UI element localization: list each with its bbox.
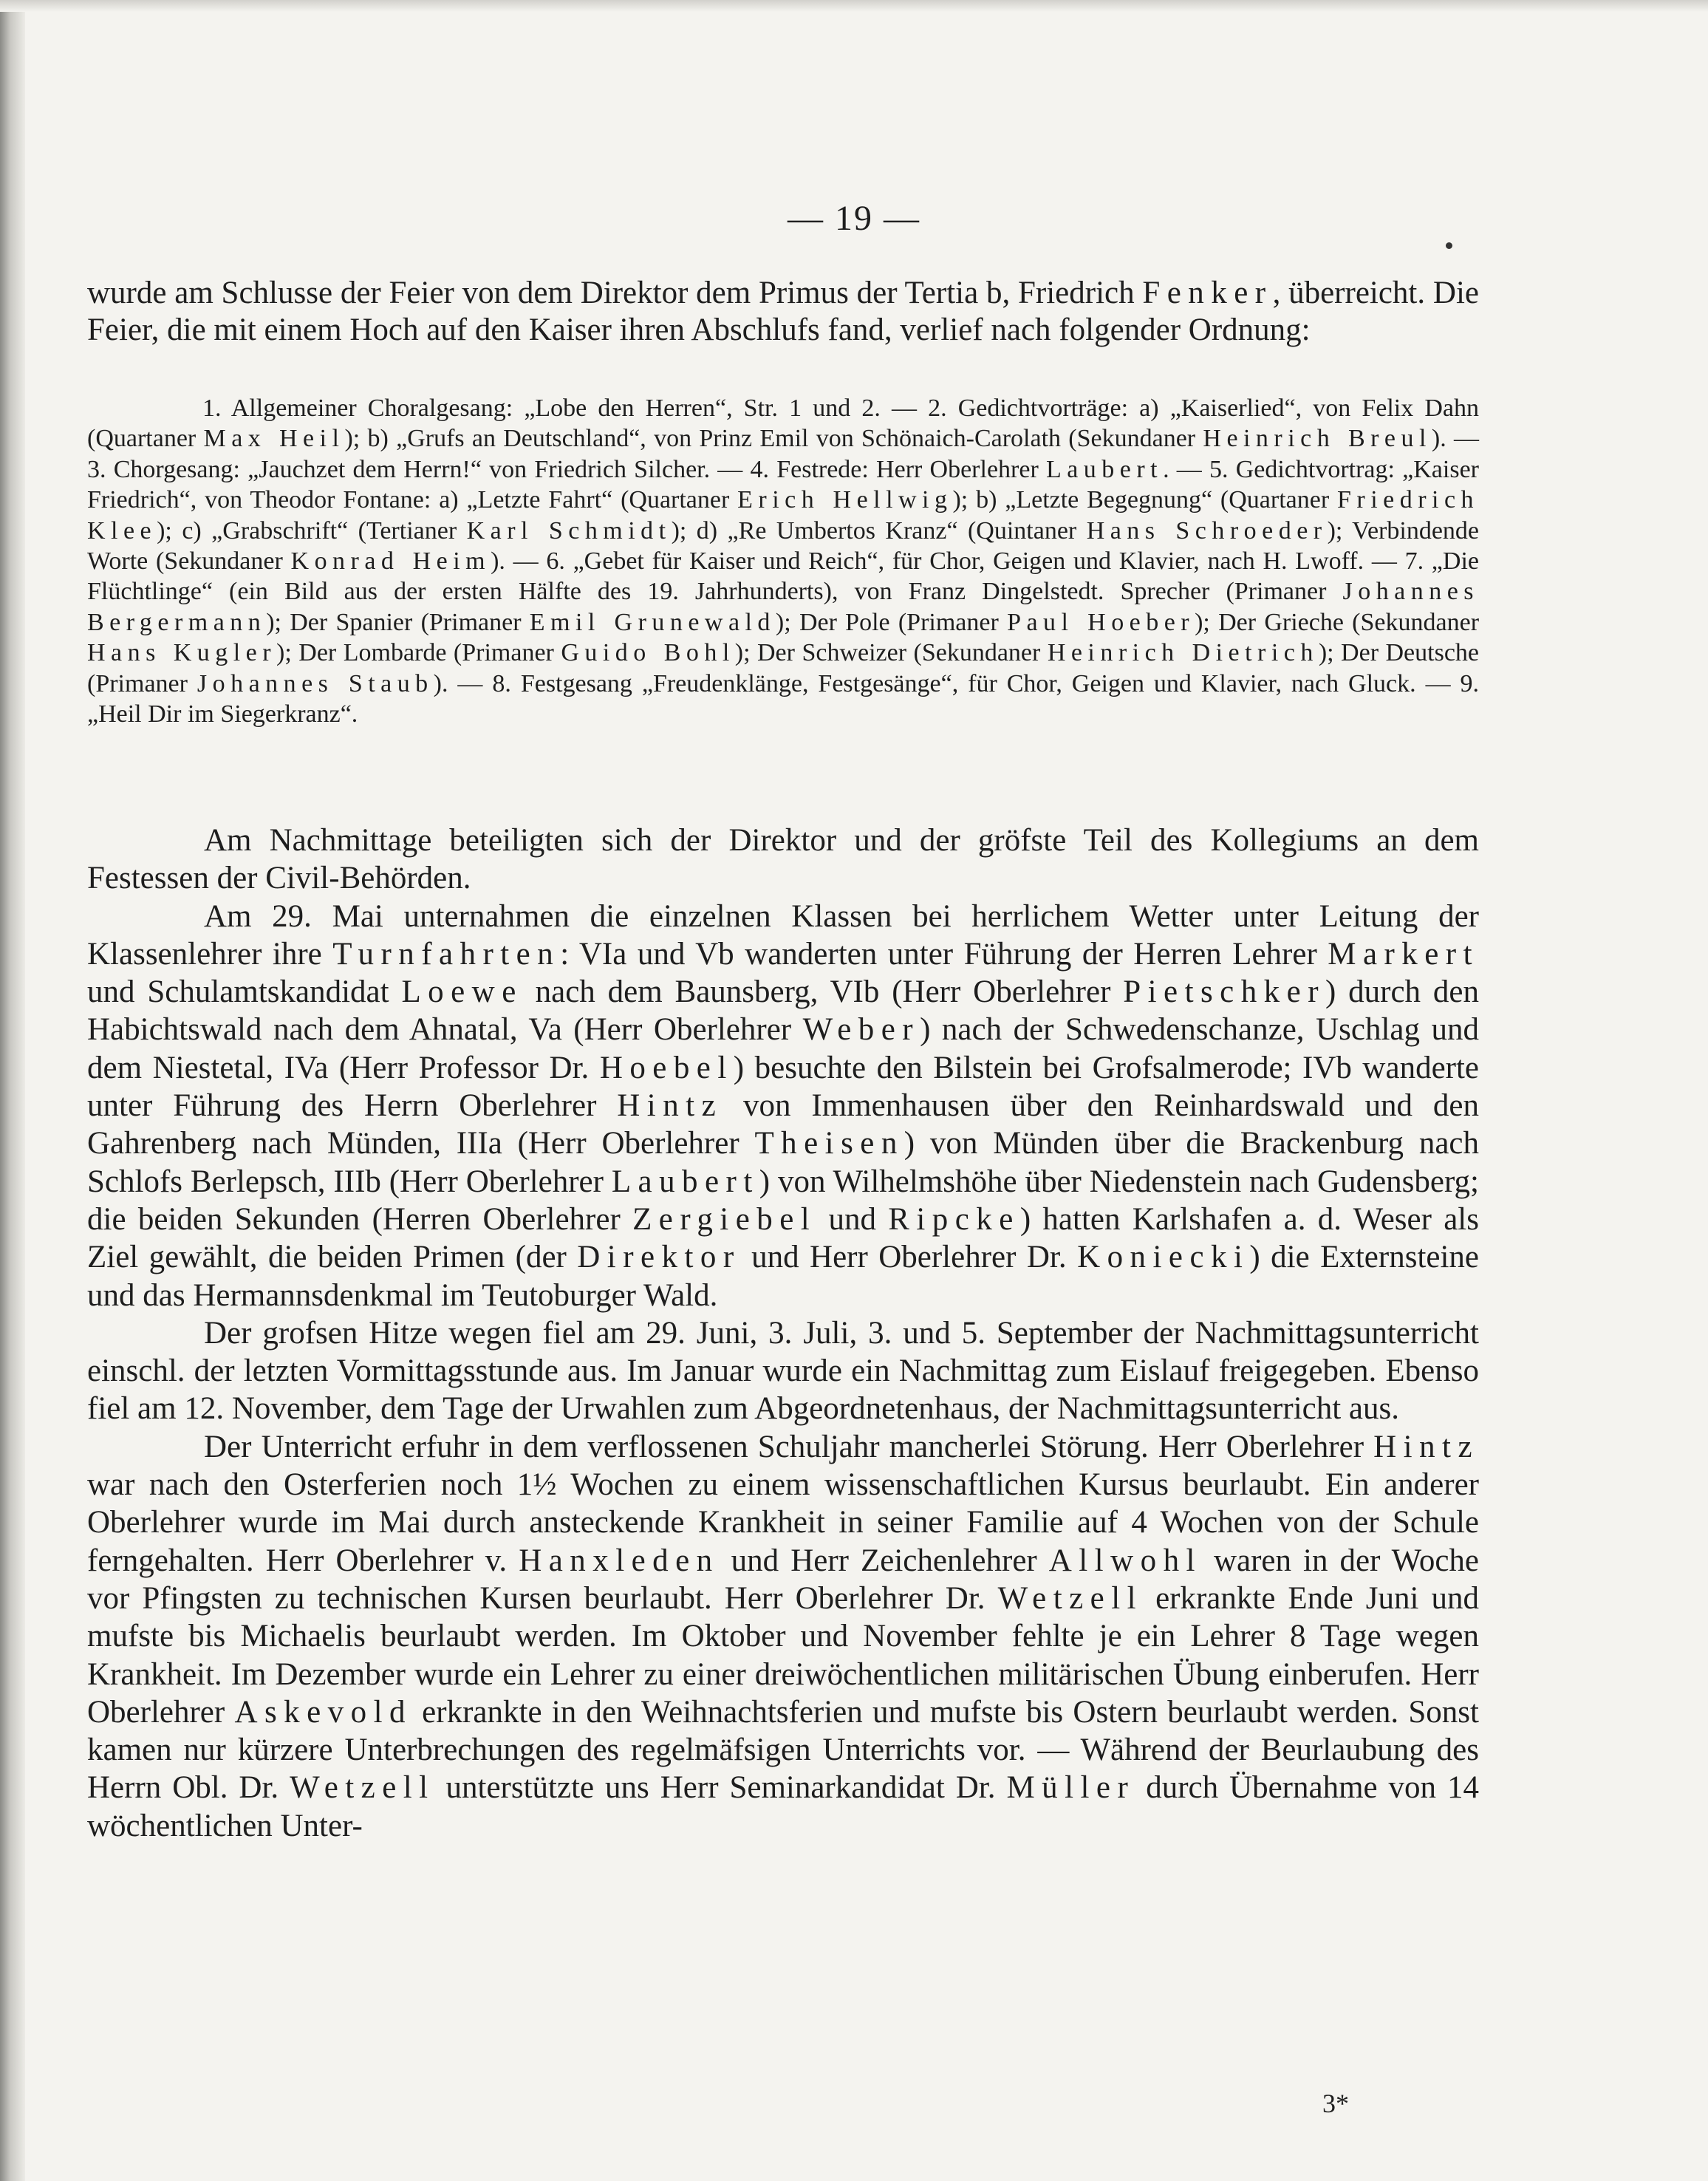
spaced-name: Zergiebel xyxy=(632,1201,817,1237)
spaced-name: Theisen xyxy=(754,1126,904,1161)
spaced-name: Wetzell xyxy=(997,1580,1144,1616)
spaced-name: Fenker xyxy=(1142,276,1273,310)
spaced-name: Askevold xyxy=(234,1694,412,1730)
spaced-name: Heinrich Breul xyxy=(1203,425,1432,453)
spaced-name: Allwohl xyxy=(1048,1543,1202,1578)
spaced-name: Paul Hoeber xyxy=(1007,608,1195,636)
paragraph-heat: Der grofsen Hitze wegen fiel am 29. Juni, 3. Juli, 3. und 5. September der Nachmittagsunterricht einschl. der letzten Vormittagsstunde aus. Im Januar wurde ein Nachmittag zum Eislauf freigegeben. Ebenso fiel am 12. November, dem Tage der Urwahlen zum Abgeordnetenhaus, der Nachmittagsunterricht aus. xyxy=(87,1315,1479,1427)
signature-mark: 3* xyxy=(1322,2089,1349,2118)
spaced-name: Laubert xyxy=(611,1164,759,1199)
spaced-name: Direktor xyxy=(577,1240,741,1275)
spaced-name: Johannes Staub xyxy=(197,669,434,697)
spaced-name: Friedrich Klee xyxy=(87,486,1479,545)
spaced-name: Laubert xyxy=(1045,455,1164,483)
ink-speck xyxy=(1446,242,1452,249)
spaced-name: Hans Kugler xyxy=(87,639,277,667)
spaced-name: Guido Bohl xyxy=(561,639,735,667)
spaced-name: Emil Grunewald xyxy=(529,608,776,636)
scan-top-edge xyxy=(0,0,1708,12)
page-number: — 19 — xyxy=(788,199,920,238)
spaced-name: Erich Hellwig xyxy=(737,486,953,514)
festival-program xyxy=(87,393,1479,729)
paragraph-ceremony: wurde am Schlusse der Feier von dem Direktor dem Primus der Tertia b, Friedrich Fenker, überreicht. Die Feier, die mit einem Hoch auf den Kaiser ihren Abschlufs fand, verlief nach folgender Ordnung: xyxy=(87,276,1479,347)
paragraph-disruptions: Der Unterricht erfuhr in dem verflossenen Schuljahr mancherlei Störung. Herr Oberlehrer Hintz war nach den Osterferien noch 1½ Wochen zu einem wissenschaftlichen Kursus beurlaubt. Ein anderer Oberlehrer wurde im Mai durch ansteckende Krankheit in seiner Familie auf 4 Wochen von der Schule ferngehalten. Herr Oberlehrer v. Hanxleden und Herr Zeichenlehrer Allwohl waren in der Woche vor Pfingsten zu technischen Kursen beurlaubt. Herr Oberlehrer Dr. Wetzell erkrankte Ende Juni und mufste bis Michaelis beurlaubt werden. Im Oktober und November fehlte je ein Lehrer 8 Tage wegen Krankheit. Im Dezember wurde ein Lehrer zu einer dreiwöchentlichen militärischen Übung einberufen. Herr Oberlehrer Askevold erkrankte in den Weihnachtsferien und mufste bis Ostern beurlaubt werden. Sonst kamen nur kürzere Unterbrechungen des regelmäfsigen Unterrichts vor. — Während der Beurlaubung des Herrn Obl. Dr. Wetzell unterstützte uns Herr Seminarkandidat Dr. Müller durch Übernahme von 14 wöchentlichen Unter- xyxy=(87,1429,1480,1843)
scan-binding-shadow xyxy=(0,0,25,2181)
spaced-name: Koniecki xyxy=(1077,1240,1250,1275)
spaced-name: Hanxleden xyxy=(519,1543,720,1578)
spaced-name: Hoebel xyxy=(599,1050,734,1085)
spaced-name: Weber xyxy=(802,1012,920,1048)
spaced-name: Müller xyxy=(1006,1770,1135,1806)
spaced-name: Markert xyxy=(1328,936,1479,972)
spaced-name: Ripcke xyxy=(888,1201,1020,1237)
spaced-name: Max Heil xyxy=(203,425,345,453)
main-text xyxy=(87,822,1479,1845)
intro-text xyxy=(87,275,1479,349)
spaced-name: Loewe xyxy=(401,975,523,1010)
spaced-name: Pietschker xyxy=(1123,975,1325,1010)
spaced-name: Wetzell xyxy=(290,1770,435,1806)
spaced-name: Hans Schroeder xyxy=(1086,516,1328,545)
spaced-name: Hintz xyxy=(617,1088,723,1124)
program-list: 1. Allgemeiner Choralgesang: „Lobe den Herren“, Str. 1 und 2. — 2. Gedichtvorträge: a) „Kaiserlied“, von Felix Dahn (Quartaner Max Heil); b) „Grufs an Deutschland“, von Prinz Emil von Schönaich-Carolath (Sekundaner Heinrich Breul). — 3. Chorgesang: „Jauchzet dem Herrn!“ von Friedrich Silcher. — 4. Festrede: Herr Oberlehrer Laubert. — 5. Gedichtvortrag: „Kaiser Friedrich“, von Theodor Fontane: a) „Letzte Fahrt“ (Quartaner Erich Hellwig); b) „Letzte Begegnung“ (Quartaner Friedrich Klee); c) „Grabschrift“ (Tertianer Karl Schmidt); d) „Re Umbertos Kranz“ (Quintaner Hans Schroeder); Verbindende Worte (Sekundaner Konrad Heim). — 6. „Gebet für Kaiser und Reich“, für Chor, Geigen und Klavier, nach H. Lwoff. — 7. „Die Flüchtlinge“ (ein Bild aus der ersten Hälfte des 19. Jahrhunderts), von Franz Dingelstedt. Sprecher (Primaner Johannes Bergermann); Der Spanier (Primaner Emil Grunewald); Der Pole (Primaner Paul Hoeber); Der Grieche (Sekundaner Hans Kugler); Der Lombarde (Primaner Guido Bohl); Der Schweizer (Sekundaner Heinrich Dietrich); Der Deutsche (Primaner Johannes Staub). — 8. Festgesang „Freudenklänge, Festgesänge“, für Chor, Geigen und Klavier, nach Gluck. — 9. „Heil Dir im Siegerkranz“. xyxy=(87,395,1480,728)
spaced-name: Karl Schmidt xyxy=(466,516,672,545)
paragraph-afternoon: Am Nachmittage beteiligten sich der Direktor und der gröfste Teil des Kollegiums an dem Festessen der Civil-Behörden. xyxy=(87,823,1479,896)
spaced-name: Hintz xyxy=(1373,1429,1479,1464)
spaced-name: Konrad Heim xyxy=(290,547,491,576)
spaced-name: Heinrich Dietrich xyxy=(1047,639,1319,667)
spaced-name: Johannes Bergermann xyxy=(87,578,1479,636)
paragraph-excursions: Am 29. Mai unternahmen die einzelnen Klassen bei herrlichem Wetter unter Leitung der Klassenlehrer ihre Turnfahrten: VIa und Vb wanderten unter Führung der Herren Lehrer Markert und Schulamtskandidat Loewe nach dem Baunsberg, VIb (Herr Oberlehrer Pietschker) durch den Habichtswald nach dem Ahnatal, Va (Herr Oberlehrer Weber) nach der Schwedenschanze, Uschlag und dem Niestetal, IVa (Herr Professor Dr. Hoebel) besuchte den Bilstein bei Grofsalmerode; IVb wanderte unter Führung des Herrn Oberlehrer Hintz von Immenhausen über den Reinhardswald und den Gahrenberg nach Münden, IIIa (Herr Oberlehrer Theisen) von Münden über die Brackenburg nach Schlofs Berlepsch, IIIb (Herr Oberlehrer Laubert) von Wilhelmshöhe über Niedenstein nach Gudensberg; die beiden Sekunden (Herren Oberlehrer Zergiebel und Ripcke) hatten Karlshafen a. d. Weser als Ziel gewählt, die beiden Primen (der Direktor und Herr Oberlehrer Dr. Koniecki) die Externsteine und das Hermannsdenkmal im Teutoburger Wald. xyxy=(87,898,1480,1313)
spaced-name: Turnfahrten xyxy=(332,936,561,972)
